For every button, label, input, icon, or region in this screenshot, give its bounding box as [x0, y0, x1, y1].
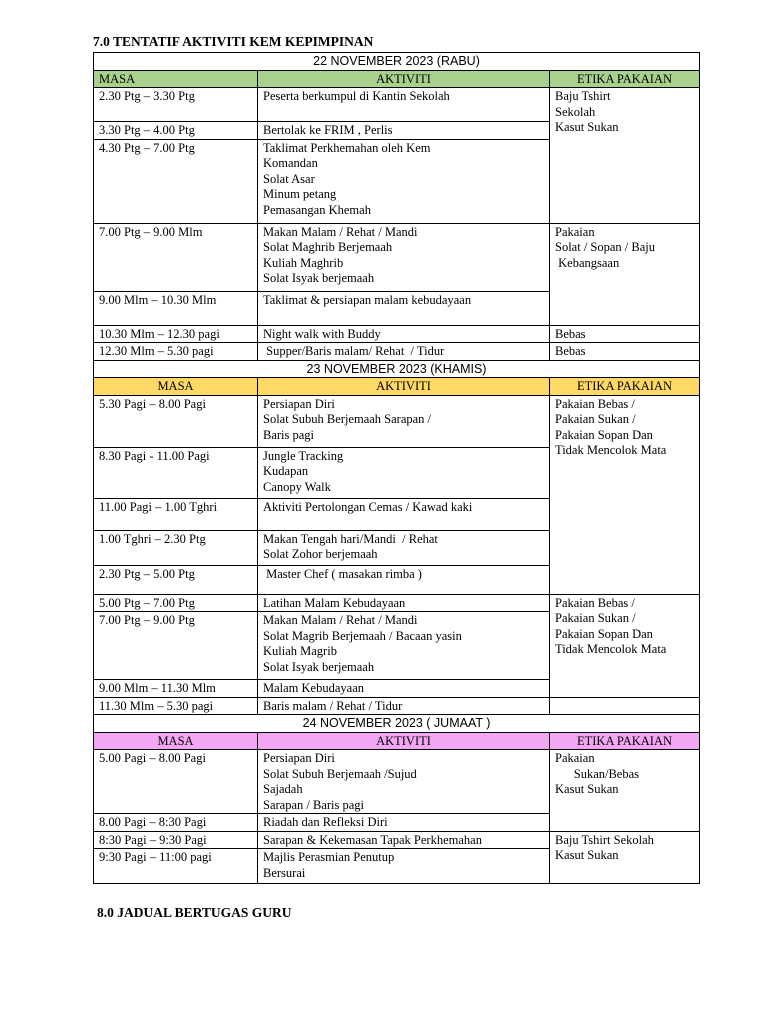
etika-cell: Pakaian Bebas / Pakaian Sukan / Pakaian Sopan Dan Tidak Mencolok Mata: [550, 395, 700, 594]
masa-cell: 12.30 Mlm – 5.30 pagi: [94, 343, 258, 361]
header-etika: ETIKA PAKAIAN: [550, 70, 700, 88]
table-row: [94, 88, 700, 122]
aktiviti-cell: Latihan Malam Kebudayaan: [258, 594, 550, 612]
aktiviti-cell: Persiapan Diri Solat Subuh Berjemaah Sarapan / Baris pagi: [258, 395, 550, 447]
etika-cell: Bebas: [550, 343, 700, 361]
header-aktiviti: AKTIVITI: [258, 732, 550, 750]
masa-cell: 8:30 Pagi – 9:30 Pagi: [94, 831, 258, 849]
table-row: [94, 395, 700, 447]
aktiviti-cell: Malam Kebudayaan: [258, 680, 550, 698]
aktiviti-cell: Night walk with Buddy: [258, 325, 550, 343]
header-aktiviti: AKTIVITI: [258, 70, 550, 88]
aktiviti-cell: Taklimat & persiapan malam kebudayaan: [258, 291, 550, 325]
aktiviti-cell: Makan Malam / Rehat / Mandi Solat Magrib Berjemaah / Bacaan yasin Kuliah Magrib Solat Isyak berjemaah: [258, 612, 550, 680]
etika-cell: Bebas: [550, 325, 700, 343]
masa-cell: 9:30 Pagi – 11:00 pagi: [94, 849, 258, 884]
table-row: [94, 223, 700, 291]
masa-cell: 1.00 Tghri – 2.30 Ptg: [94, 530, 258, 565]
aktiviti-cell: Taklimat Perkhemahan oleh Kem Komandan Solat Asar Minum petang Pemasangan Khemah: [258, 139, 550, 223]
aktiviti-cell: Riadah dan Refleksi Diri: [258, 814, 550, 832]
aktiviti-cell: Sarapan & Kekemasan Tapak Perkhemahan: [258, 831, 550, 849]
aktiviti-cell: Makan Malam / Rehat / Mandi Solat Maghrib Berjemaah Kuliah Maghrib Solat Isyak berjemaah: [258, 223, 550, 291]
masa-cell: 2.30 Ptg – 5.00 Ptg: [94, 565, 258, 594]
etika-cell: Baju Tshirt Sekolah Kasut Sukan: [550, 831, 700, 884]
etika-cell: Baju Tshirt Sekolah Kasut Sukan: [550, 88, 700, 224]
header-masa: MASA: [94, 732, 258, 750]
masa-cell: 8.00 Pagi – 8:30 Pagi: [94, 814, 258, 832]
table-row: [94, 594, 700, 612]
table-row: [94, 831, 700, 849]
header-etika: ETIKA PAKAIAN: [550, 378, 700, 396]
aktiviti-cell: Jungle Tracking Kudapan Canopy Walk: [258, 447, 550, 498]
day-title: 24 NOVEMBER 2023 ( JUMAAT ): [94, 715, 700, 733]
masa-cell: 3.30 Ptg – 4.00 Ptg: [94, 122, 258, 140]
masa-cell: 4.30 Ptg – 7.00 Ptg: [94, 139, 258, 223]
masa-cell: 9.00 Mlm – 11.30 Mlm: [94, 680, 258, 698]
masa-cell: 7.00 Ptg – 9.00 Mlm: [94, 223, 258, 291]
aktiviti-cell: Bertolak ke FRIM , Perlis: [258, 122, 550, 140]
day-title: 23 NOVEMBER 2023 (KHAMIS): [94, 360, 700, 378]
aktiviti-cell: Master Chef ( masakan rimba ): [258, 565, 550, 594]
masa-cell: 7.00 Ptg – 9.00 Ptg: [94, 612, 258, 680]
table-row: [94, 343, 700, 361]
table-row: [94, 325, 700, 343]
masa-cell: 10.30 Mlm – 12.30 pagi: [94, 325, 258, 343]
etika-cell: Pakaian Bebas / Pakaian Sukan / Pakaian Sopan Dan Tidak Mencolok Mata: [550, 594, 700, 697]
header-aktiviti: AKTIVITI: [258, 378, 550, 396]
masa-cell: 11.00 Pagi – 1.00 Tghri: [94, 498, 258, 530]
etika-cell: Pakaian Solat / Sopan / Baju Kebangsaan: [550, 223, 700, 325]
section-8-title: 8.0 JADUAL BERTUGAS GURU: [97, 905, 292, 920]
table-row: [94, 697, 700, 715]
aktiviti-cell: Baris malam / Rehat / Tidur: [258, 697, 550, 715]
masa-cell: 5.00 Pagi – 8.00 Pagi: [94, 750, 258, 814]
etika-cell: [550, 697, 700, 715]
schedule-table: [93, 52, 700, 884]
aktiviti-cell: Aktiviti Pertolongan Cemas / Kawad kaki: [258, 498, 550, 530]
day-title: 22 NOVEMBER 2023 (RABU): [94, 53, 700, 71]
section-7-title: 7.0 TENTATIF AKTIVITI KEM KEPIMPINAN: [93, 34, 374, 49]
masa-cell: 5.30 Pagi – 8.00 Pagi: [94, 395, 258, 447]
etika-cell: Pakaian Sukan/Bebas Kasut Sukan: [550, 750, 700, 832]
aktiviti-cell: Supper/Baris malam/ Rehat / Tidur: [258, 343, 550, 361]
masa-cell: 5.00 Ptg – 7.00 Ptg: [94, 594, 258, 612]
masa-cell: 2.30 Ptg – 3.30 Ptg: [94, 88, 258, 122]
header-masa: MASA: [94, 70, 258, 88]
table-row: [94, 750, 700, 814]
header-masa: MASA: [94, 378, 258, 396]
masa-cell: 9.00 Mlm – 10.30 Mlm: [94, 291, 258, 325]
masa-cell: 11.30 Mlm – 5.30 pagi: [94, 697, 258, 715]
aktiviti-cell: Majlis Perasmian Penutup Bersurai: [258, 849, 550, 884]
masa-cell: 8.30 Pagi - 11.00 Pagi: [94, 447, 258, 498]
aktiviti-cell: Makan Tengah hari/Mandi / Rehat Solat Zohor berjemaah: [258, 530, 550, 565]
header-etika: ETIKA PAKAIAN: [550, 732, 700, 750]
aktiviti-cell: Persiapan Diri Solat Subuh Berjemaah /Sujud Sajadah Sarapan / Baris pagi: [258, 750, 550, 814]
aktiviti-cell: Peserta berkumpul di Kantin Sekolah: [258, 88, 550, 122]
